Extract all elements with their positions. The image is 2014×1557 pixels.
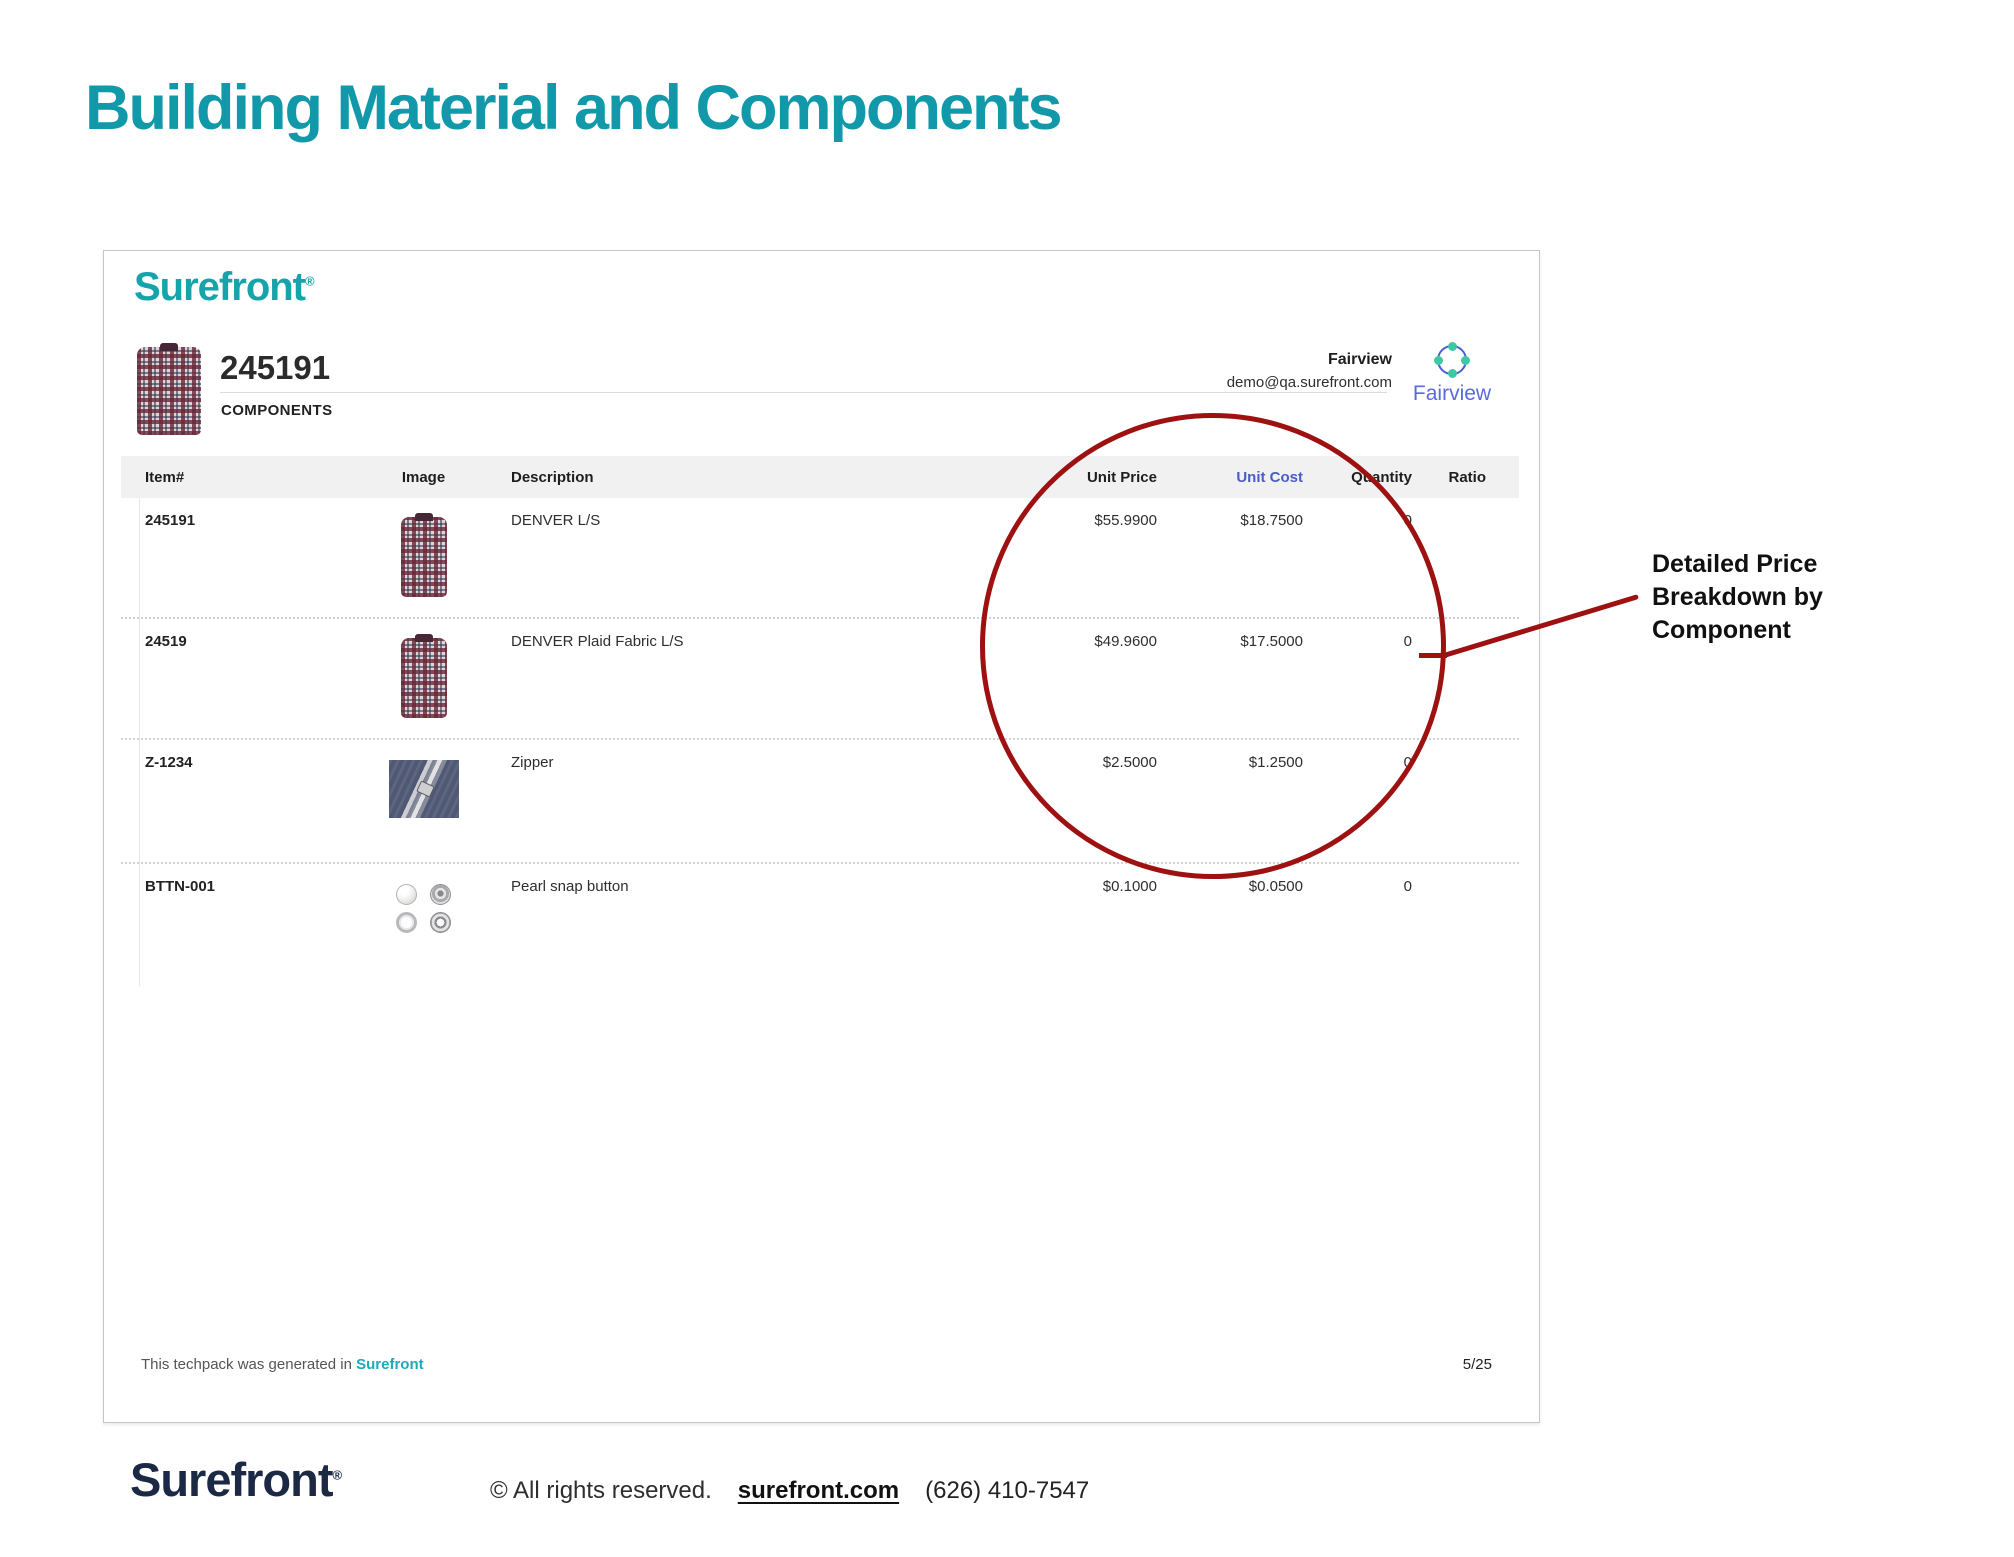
cell-description: Zipper <box>511 754 554 771</box>
fairview-dot <box>1448 369 1457 378</box>
cell-image <box>336 878 511 986</box>
fairview-logo-text: Fairview <box>1412 382 1492 405</box>
snap-socket <box>430 912 451 933</box>
cell-unit-price: $49.9600 <box>1094 633 1157 650</box>
annotation-label: Detailed Price Breakdown by Component <box>1652 550 1823 644</box>
surefront-logo <box>134 265 314 310</box>
col-header-quantity: Quantity <box>1351 468 1412 486</box>
cell-quantity: 0 <box>1403 878 1412 895</box>
footer-info <box>490 1477 1089 1505</box>
footer-logo-text: Surefront <box>130 1453 333 1506</box>
account-name: Fairview <box>1327 351 1392 368</box>
col-header-unit-price: Unit Price <box>1086 468 1157 486</box>
cell-item-number: 24519 <box>145 633 187 650</box>
cell-image <box>336 754 511 862</box>
col-header-ratio: Ratio <box>1448 468 1486 486</box>
fairview-dot <box>1448 342 1457 351</box>
product-thumbnail <box>137 347 201 435</box>
plaid-shirt-image <box>401 638 447 718</box>
cell-description: Pearl snap button <box>511 878 629 895</box>
surefront-logo-text: Surefront <box>134 265 305 309</box>
fairview-dot <box>1434 356 1443 365</box>
cell-image <box>336 512 511 617</box>
cell-unit-cost: $18.7500 <box>1240 512 1303 529</box>
fairview-logo-icon <box>1437 345 1467 375</box>
cell-unit-price: $0.1000 <box>1102 878 1157 895</box>
page-indicator: 5/25 <box>1462 1356 1492 1373</box>
table-row <box>121 862 1519 986</box>
annotation-circle <box>980 413 1446 879</box>
cell-unit-price: $55.9900 <box>1094 512 1157 529</box>
fairview-dot <box>1461 356 1470 365</box>
generated-note-text: This techpack was generated in <box>141 1356 352 1373</box>
snap-button-image <box>396 884 451 933</box>
registered-mark: ® <box>305 273 314 289</box>
cell-item-number: BTTN-001 <box>145 878 216 895</box>
cell-image <box>336 633 511 738</box>
plaid-shirt-image <box>137 347 201 435</box>
col-header-item: Item# <box>145 468 185 486</box>
registered-mark: ® <box>332 1467 342 1483</box>
account-info <box>1227 350 1392 393</box>
cell-description: DENVER Plaid Fabric L/S <box>511 633 684 650</box>
col-header-image: Image <box>401 468 446 486</box>
cell-item-number: 245191 <box>145 512 196 529</box>
section-label: COMPONENTS <box>221 402 333 419</box>
plaid-shirt-image <box>401 517 447 597</box>
account-email: demo@qa.surefront.com <box>1226 374 1392 391</box>
page-title: Building Material and Components <box>85 73 1061 143</box>
phone-number: (626) 410-7547 <box>925 1477 1090 1504</box>
cell-quantity: 0 <box>1403 633 1412 650</box>
zipper-image <box>389 760 459 818</box>
cell-item-number: Z-1234 <box>145 754 193 771</box>
cell-quantity: 0 <box>1403 512 1412 529</box>
col-header-description: Description <box>511 468 594 486</box>
fairview-logo <box>1400 345 1504 406</box>
snap-cap <box>396 884 417 905</box>
product-number: 245191 <box>220 349 331 386</box>
generated-note <box>141 1356 424 1373</box>
cell-quantity: 0 <box>1403 754 1412 771</box>
cell-ratio <box>1412 878 1519 986</box>
cell-ratio <box>1412 754 1519 862</box>
cell-unit-cost: $17.5000 <box>1240 633 1303 650</box>
copyright-text: © All rights reserved. <box>490 1477 712 1504</box>
col-header-unit-cost: Unit Cost <box>1236 468 1303 486</box>
header-divider <box>220 392 1387 393</box>
footer-surefront-logo <box>130 1452 341 1507</box>
cell-description: DENVER L/S <box>511 512 601 529</box>
generated-note-brand-link[interactable]: Surefront <box>356 1356 424 1373</box>
website-link[interactable]: surefront.com <box>737 1477 900 1504</box>
cell-unit-cost: $1.2500 <box>1248 754 1303 771</box>
cell-unit-cost: $0.0500 <box>1248 878 1303 895</box>
cell-unit-price: $2.5000 <box>1102 754 1157 771</box>
snap-stud <box>430 884 451 905</box>
snap-ring <box>396 912 417 933</box>
